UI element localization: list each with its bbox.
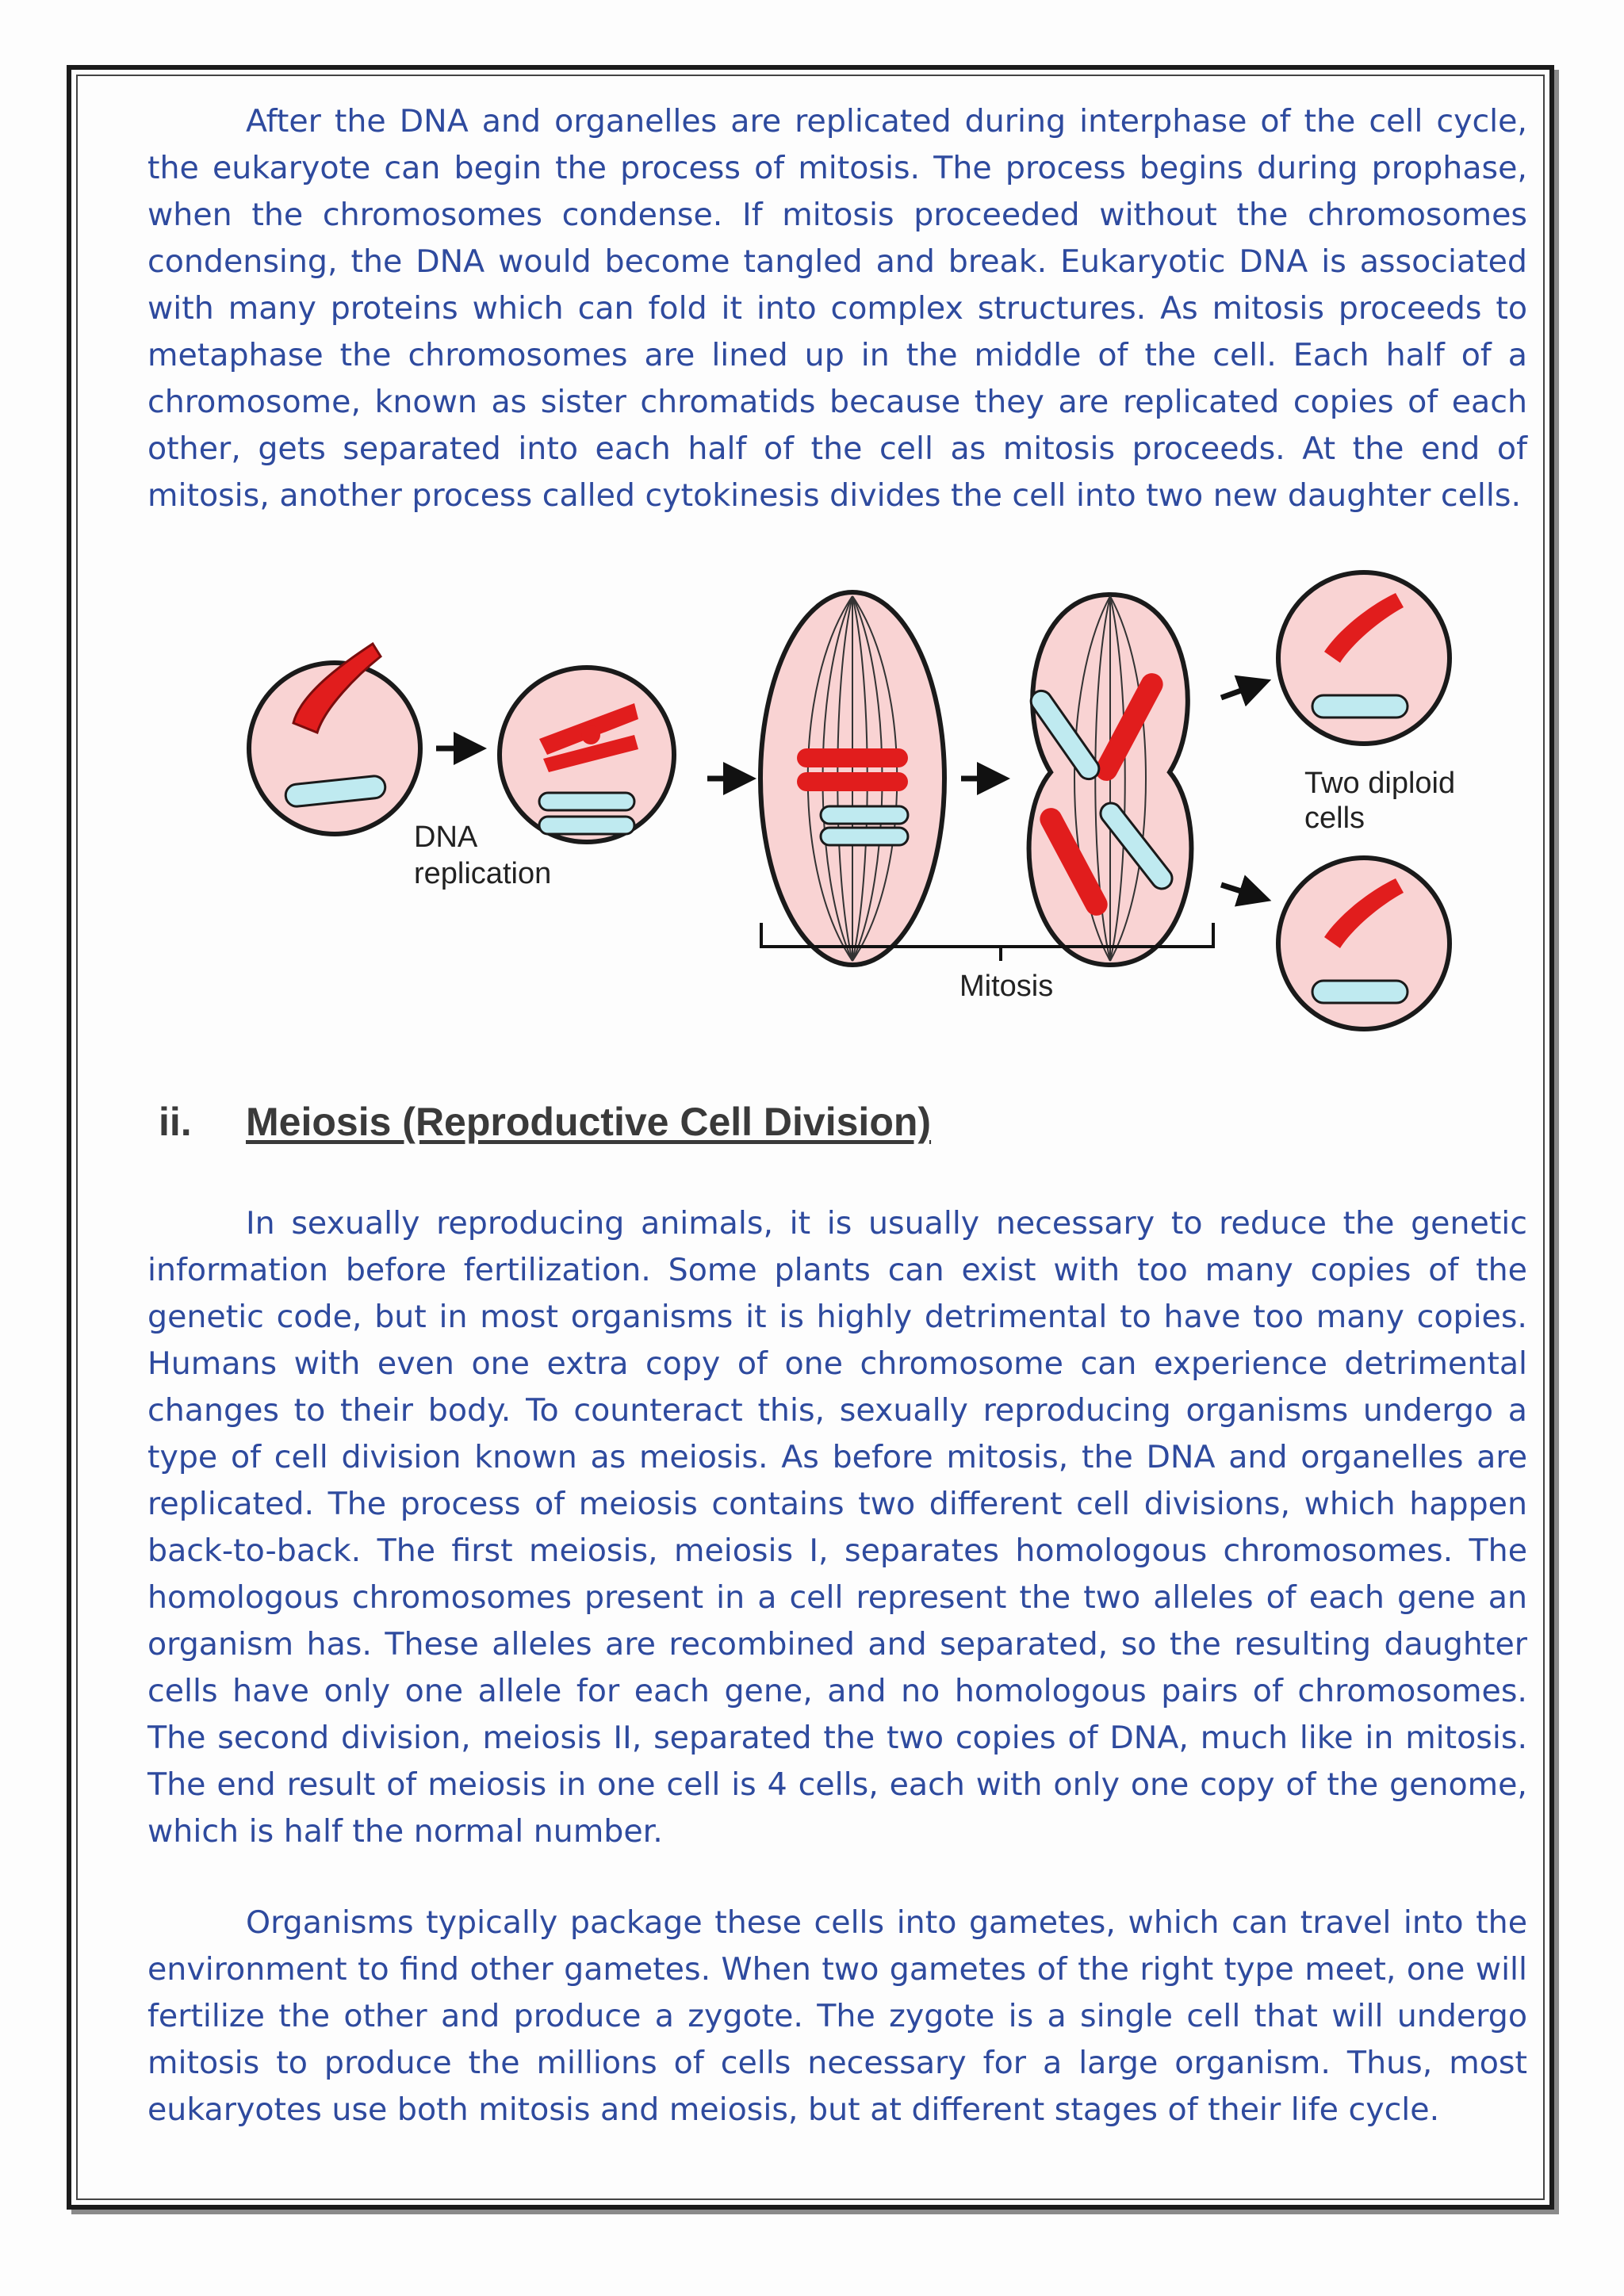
cell-metaphase [760,592,944,965]
cells-label-line1: Two diploid [1304,767,1456,800]
daughter-cell-bottom [1278,858,1450,1029]
paragraph-mitosis-text: After the DNA and organelles are replicated during interphase of the cell cycle, the eukaryote can begin the process of mitosis. The process begins during prophase, when the chromosomes condense. If mitosis proceeded without the chromosomes condensing, the DNA would become tangled and break. Eukaryotic DNA is associated with many proteins which can fold it into complex structures. As mitosis proceeds to metaphase the chromosomes are lined up in the middle of the cell. Each half of a chromosome, known as sister chromatids because they are replicated copies of each other, gets separated into each half of the cell as mitosis proceeds. At the end of mitosis, another process called cytokinesis divides the cell into two new daughter cells. [147,103,1527,514]
cell-interphase [249,644,420,834]
cell-replicated [500,668,674,842]
dna-label-line1: DNA [414,821,478,854]
mitosis-diagram [238,564,1475,1056]
paragraph-mitosis [147,98,1527,519]
paragraph-meiosis-text: In sexually reproducing animals, it is usually necessary to reduce the genetic information before fertilization. Some plants can exist with too many copies of the genetic code, but in most organisms it is highly detrimental to have too many copies. Humans with even one extra copy of one chromosome can experience detrimental changes to their body. To counteract this, sexually reproducing organisms undergo a type of cell division known as meiosis. As before mitosis, the DNA and organelles are replicated. The process of meiosis contains two different cell divisions, which happen back-to-back. The first meiosis, meiosis I, separates homologous chromosomes. The homologous chromosomes present in a cell represent the two alleles of each gene an organism has. These alleles are recombined and separated, so the resulting daughter cells have only one allele for each gene, and no homologous pairs of chromosomes. The second division, meiosis II, separated the two copies of DNA, much like in mitosis. The end result of meiosis in one cell is 4 cells, each with only one copy of the genome, which is half the normal number. [147,1205,1527,1850]
paragraph-gametes-text: Organisms typically package these cells into gametes, which can travel into the environment to find other gametes. When two gametes of the right type meet, one will fertilize the other and produce a zygote. The zygote is a single cell that will undergo mitosis to produce the millions of cells necessary for a large organism. Thus, most eukaryotes use both mitosis and meiosis, but at different stages of their life cycle. [147,1904,1527,2128]
cells-label-line2: cells [1304,802,1365,835]
paragraph-gametes [147,1900,1527,2133]
cell-anaphase [1027,595,1191,965]
section-number: ii. [159,1100,192,1144]
paragraph-meiosis [147,1200,1527,1855]
mitosis-label: Mitosis [959,970,1054,1003]
daughter-cell-top [1278,572,1450,744]
section-heading [159,1099,931,1145]
dna-label-line2: replication [414,857,552,890]
section-title: Meiosis (Reproductive Cell Division) [246,1100,932,1144]
